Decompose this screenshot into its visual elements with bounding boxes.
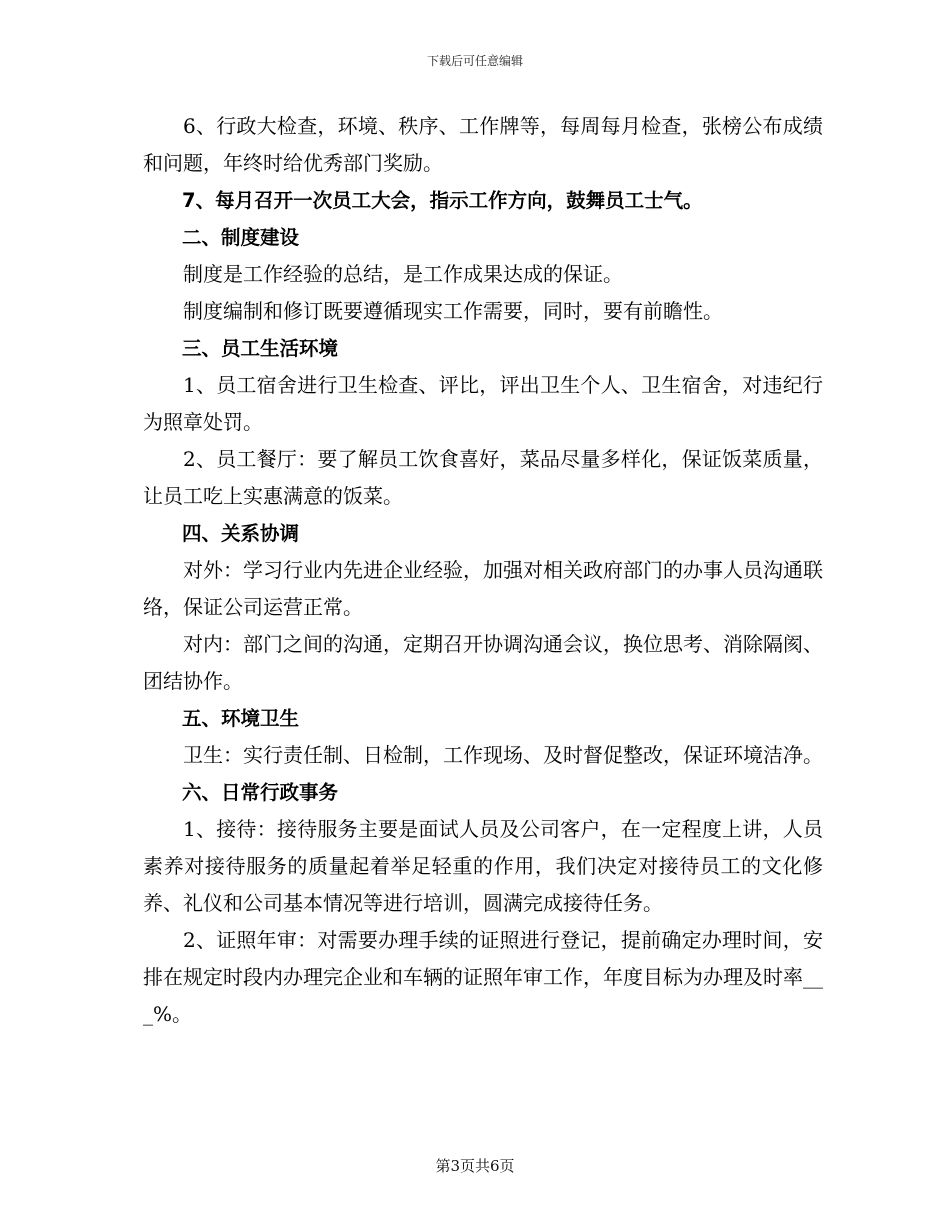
paragraph-hygiene: 卫生：实行责任制、日检制，工作现场、及时督促整改，保证环境洁净。 [183, 743, 823, 767]
paragraph-license-review: 2、证照年审：对需要办理手续的证照进行登记，提前确定办理时间，安排在规定时段内办理完企业和车辆的证照年审工作，年度目标为办理及时率___%。 [143, 928, 823, 1026]
page-number: 第3页共6页 [435, 1157, 515, 1175]
paragraph-system-revision: 制度编制和修订既要遵循现实工作需要，同时，要有前瞻性。 [183, 299, 723, 323]
document-body [143, 108, 823, 1033]
section-heading-living: 三、员工生活环境 [182, 337, 339, 360]
section-heading-daily-affairs: 六、日常行政事务 [182, 781, 339, 804]
section-heading-system: 二、制度建设 [182, 226, 300, 249]
header-note: 下载后可任意编辑 [426, 54, 523, 68]
paragraph-system-definition: 制度是工作经验的总结，是工作成果达成的保证。 [183, 262, 623, 286]
section-heading-relations: 四、关系协调 [182, 522, 300, 545]
paragraph-canteen: 2、员工餐厅：要了解员工饮食喜好，菜品尽量多样化，保证饭菜质量，让员工吃上实惠满意的饭菜。 [143, 447, 823, 508]
paragraph-external: 对外：学习行业内先进企业经验，加强对相关政府部门的办事人员沟通联络，保证公司运营正常。 [143, 558, 823, 619]
section-heading-hygiene: 五、环境卫生 [182, 707, 300, 730]
paragraph-item-7: 7、每月召开一次员工大会，指示工作方向，鼓舞员工士气。 [182, 189, 703, 212]
paragraph-item-6: 6、行政大检查，环境、秩序、工作牌等，每周每月检查，张榜公布成绩和问题，年终时给优秀部门奖励。 [143, 114, 823, 175]
paragraph-reception: 1、接待：接待服务主要是面试人员及公司客户，在一定程度上讲，人员素养对接待服务的质量起着举足轻重的作用，我们决定对接待员工的文化修养、礼仪和公司基本情况等进行培训，圆满完成接待任务。 [143, 817, 823, 915]
paragraph-dormitory: 1、员工宿舍进行卫生检查、评比，评出卫生个人、卫生宿舍，对违纪行为照章处罚。 [143, 373, 823, 434]
paragraph-internal: 对内：部门之间的沟通，定期召开协调沟通会议，换位思考、消除隔阂、团结协作。 [143, 632, 823, 693]
